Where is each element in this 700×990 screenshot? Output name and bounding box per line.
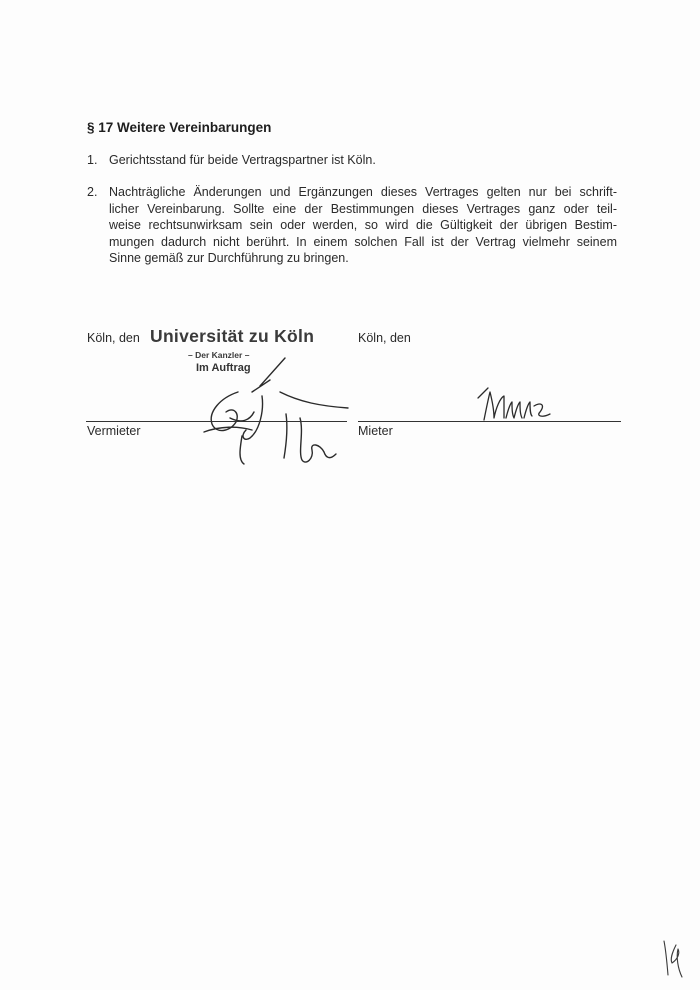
clause-text [109,184,617,267]
signature-line-right [358,421,621,422]
place-date-left: Köln, den [87,331,140,345]
clause-line: licher Vereinbarung. Sollte eine der Bestimmungen dieses Vertrages ganz oder teil- [109,201,617,216]
place-date-right: Köln, den [358,331,411,345]
role-label-landlord: Vermieter [87,424,141,438]
section-heading: § 17 Weitere Vereinbarungen [87,120,272,135]
clause-line: Nachträgliche Änderungen und Ergänzungen dieses Vertrages gelten nur bei schrift- [109,185,617,199]
clause-line: weise rechtsunwirksam sein oder werden, so wird die Gültigkeit der übrigen Bestim- [109,218,617,232]
landlord-signature [190,340,360,480]
stamp-on-behalf: Im Auftrag [196,362,251,374]
clause-line: mungen dadurch nicht berührt. In einem solchen Fall ist der Vertrag vielmehr seinem [109,234,617,249]
university-stamp: Universität zu Köln [150,326,315,346]
stamp-subtitle: – Der Kanzler – [188,350,250,360]
clause-number: 2. [87,185,98,199]
tenant-signature [470,380,560,430]
role-label-tenant: Mieter [358,424,393,438]
clause-number: 1. [87,153,98,167]
clause-line: Gerichtsstand für beide Vertragspartner ist Köln. [109,153,376,167]
clause-text [109,152,617,169]
signature-line-left [86,421,347,422]
page-initials [660,935,690,980]
clause-line: Sinne gemäß zur Durchführung zu bringen. [109,251,349,265]
